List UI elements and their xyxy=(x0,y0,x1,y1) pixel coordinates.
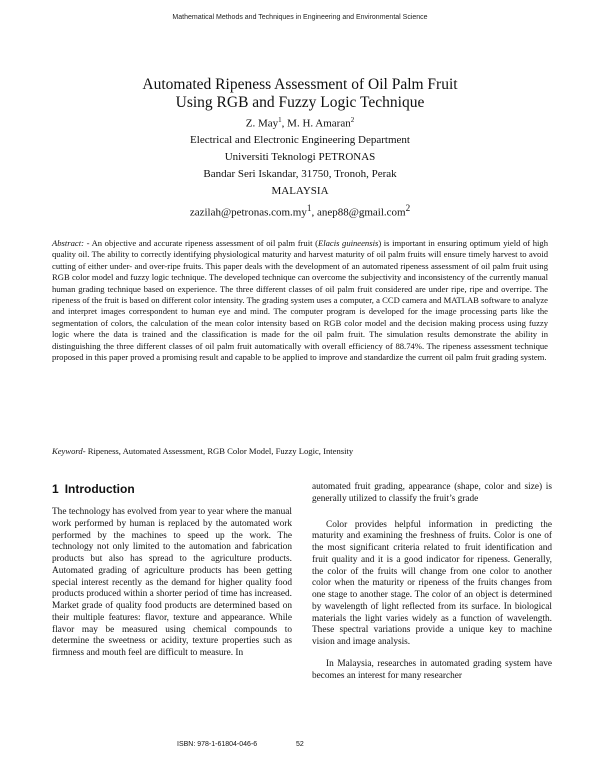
keywords-text: Ripeness, Automated Assessment, RGB Color Model, Fuzzy Logic, Intensity xyxy=(85,446,354,456)
paragraph: Color provides helpful information in predicting the maturity and examining the freshness of fruits. Color is one of the most significant criteria related to fruit identification and fruit quality and it is a good indicator for ripeness. Generally, the color of the fruits will change from one color to another color when the maturity or ripeness of the fruits changes from one stage to another stage. The color of an object is determined by wavelength of light reflected from its surface. In biological materials the light varies widely as a function of wavelength. These spectral variations provide a unique key to machine vision and image analysis. xyxy=(312,519,552,647)
affiliation-line: Electrical and Electronic Engineering Department xyxy=(190,134,410,146)
email-link[interactable]: zazilah@petronas.com.my xyxy=(189,206,307,219)
email-superscript: 1 xyxy=(306,203,312,213)
author-name: M. H. Amaran xyxy=(287,117,351,130)
paragraph: automated fruit grading, appearance (shape, color and size) is generally utilized to classify the fruit’s grade xyxy=(312,482,552,504)
affiliation-line: Bandar Seri Iskandar, 31750, Tronoh, Perak xyxy=(203,168,397,180)
page-number: 52 xyxy=(296,741,304,748)
email-superscript: 2 xyxy=(405,203,411,213)
section-title: Introduction xyxy=(64,482,135,496)
email-line xyxy=(0,200,600,222)
email-link[interactable]: anep88@gmail.com xyxy=(316,206,406,219)
species-name: Elacis guineensis xyxy=(317,238,379,248)
paragraph: The technology has evolved from year to year where the manual work performed by human is replaced by the automated work performed by the machines to speed up the work. The technology not only limited to the automation and fabrication products but also has spread to the agriculture products. Automated grading of agriculture products has been getting special interest recently as the demand for higher quality food products produced within a shorter period of time has increased. Market grade of quality food products are determined based on their multiple features: flavor, texture and appearance. While flavor may be measured using chemical compounds to determine the sweetness or acidity, texture properties such as firmness and mouth feel are difficult to measure. In xyxy=(52,507,292,658)
paper-title xyxy=(0,76,600,112)
running-header: Mathematical Methods and Techniques in Engineering and Environmental Science xyxy=(172,14,428,21)
section-number: 1 xyxy=(52,482,59,496)
abstract-label: Abstract: - xyxy=(52,238,90,248)
affiliation-line: Universiti Teknologi PETRONAS xyxy=(224,151,376,163)
abstract xyxy=(52,238,548,363)
title-line-2: Using RGB and Fuzzy Logic Technique xyxy=(175,94,425,111)
title-line-1: Automated Ripeness Assessment of Oil Palm Fruit xyxy=(142,76,458,93)
author-list xyxy=(0,112,600,132)
abstract-text: An objective and accurate ripeness assessment of oil palm fruit ( xyxy=(89,238,318,248)
section-heading xyxy=(52,481,292,497)
author-superscript: 2 xyxy=(350,116,355,124)
paragraph: In Malaysia, researches in automated grading system have becomes an interest for many researcher xyxy=(312,658,552,681)
author-separator: , xyxy=(281,117,288,130)
footer-isbn: ISBN: 978-1-61804-046-6 xyxy=(177,741,258,748)
right-column xyxy=(312,482,552,692)
left-column xyxy=(52,481,292,670)
email-separator: , xyxy=(311,206,317,219)
keywords-label: Keyword- xyxy=(52,446,86,456)
author-name: Z. May xyxy=(245,117,279,130)
affiliation-line: MALAYSIA xyxy=(271,185,329,197)
abstract-text: ) is important in ensuring optimum yield of high quality oil. The ability to correctly identifying physiological maturity and harvest maturity of oil palm fruits will ensure timely harvest to avoid cutting of either under- and over-ripe fruits. This paper deals with the development of an automated ripeness assessment of oil palm fruit using RGB color model and fuzzy logic technique. The developed technique can overcome the subjectivity and inconsistency of the currently manual human grading technique based on experience. The three different classes of oil palm fruit considered are under ripe, ripe and overripe. The ripeness of the fruit is based on different color intensity. The grading system uses a computer, a CCD camera and MATLAB software to analyze and interpret images correspondent to human eye and mind. The computer program is developed for the image processing parts like the segmentation of colors, the calculation of the mean color intensity based on RGB color model and the decision making process using fuzzy logic where the data is trained and the classification is made for the oil palm fruit. The simulation results demonstrate the ability in distinguishing the three different classes of oil palm fruit automatically with overall efficiency of 88.74%. The ripeness assessment technique proposed in this paper proved a promising result and capable to be applied to improve and standardize the current oil palm fruit grading system. xyxy=(52,238,548,363)
affiliation xyxy=(0,132,600,222)
keywords xyxy=(52,446,548,457)
author-superscript: 1 xyxy=(278,116,282,124)
